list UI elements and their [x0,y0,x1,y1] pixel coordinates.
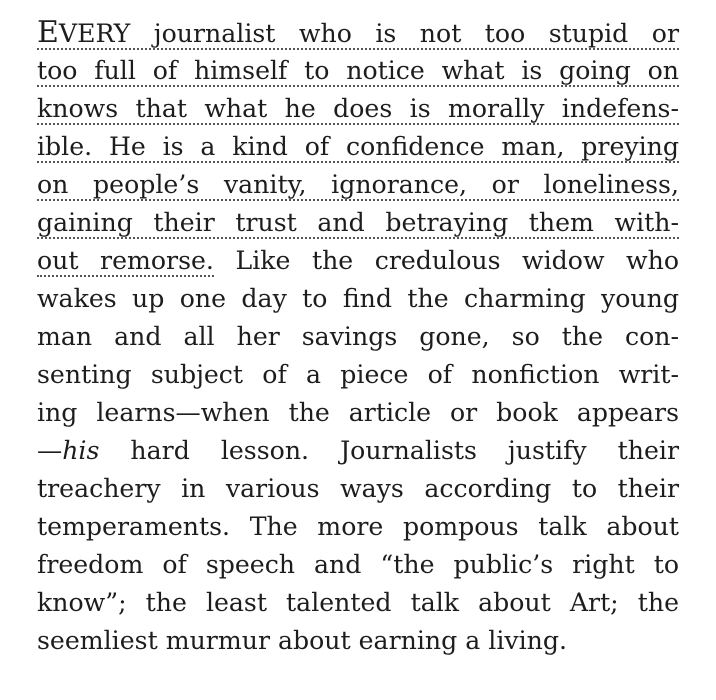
highlight[interactable]: too full of himself to notice what is going on [37,56,679,85]
highlight[interactable]: on people’s vanity, ignorance, or loneliness, [37,170,679,199]
line-text: — [37,436,63,465]
text-line-9: man and all her savings gone, so the con- [37,322,679,351]
text-line-16: know”; the least talented talk about Art; the [37,588,679,617]
line-text: hard lesson. Journalists justify their [99,436,679,465]
passage-paragraph [37,14,679,660]
text-line-14: temperaments. The more pompous talk about [37,512,679,541]
text-line-11: ing learns—when the article or book appears [37,398,679,427]
text-line-7 [37,242,679,280]
highlight[interactable]: out remorse. [37,246,214,275]
text-line-6 [37,204,679,242]
text-line-5 [37,166,679,204]
text-line-17: seemliest murmur about earning a living. [37,626,568,655]
lead-in-word [37,15,131,50]
text-line-4 [37,128,679,166]
text-line-12 [37,432,679,470]
italic-word: his [62,436,100,465]
lead-rest: VERY [58,19,131,48]
text-line-13: treachery in various ways according to their [37,474,679,503]
text-line-15: freedom of speech and “the public’s right to [37,550,679,579]
lead-initial: E [37,15,59,50]
text-line-1 [37,14,679,52]
highlight[interactable] [37,15,679,50]
book-page [37,14,679,660]
text-line-3 [37,90,679,128]
line-text: Like the credulous widow who [213,246,679,275]
highlight[interactable]: ible. He is a kind of confidence man, preying [37,132,679,161]
text-line-8: wakes up one day to find the charming young [37,284,679,313]
highlight[interactable]: gaining their trust and betraying them with- [37,208,679,237]
highlight[interactable]: knows that what he does is morally indefens- [37,94,679,123]
text-line-10: senting subject of a piece of nonfiction writ- [37,360,679,389]
line-text: journalist who is not too stupid or [130,19,679,48]
text-line-2 [37,52,679,90]
